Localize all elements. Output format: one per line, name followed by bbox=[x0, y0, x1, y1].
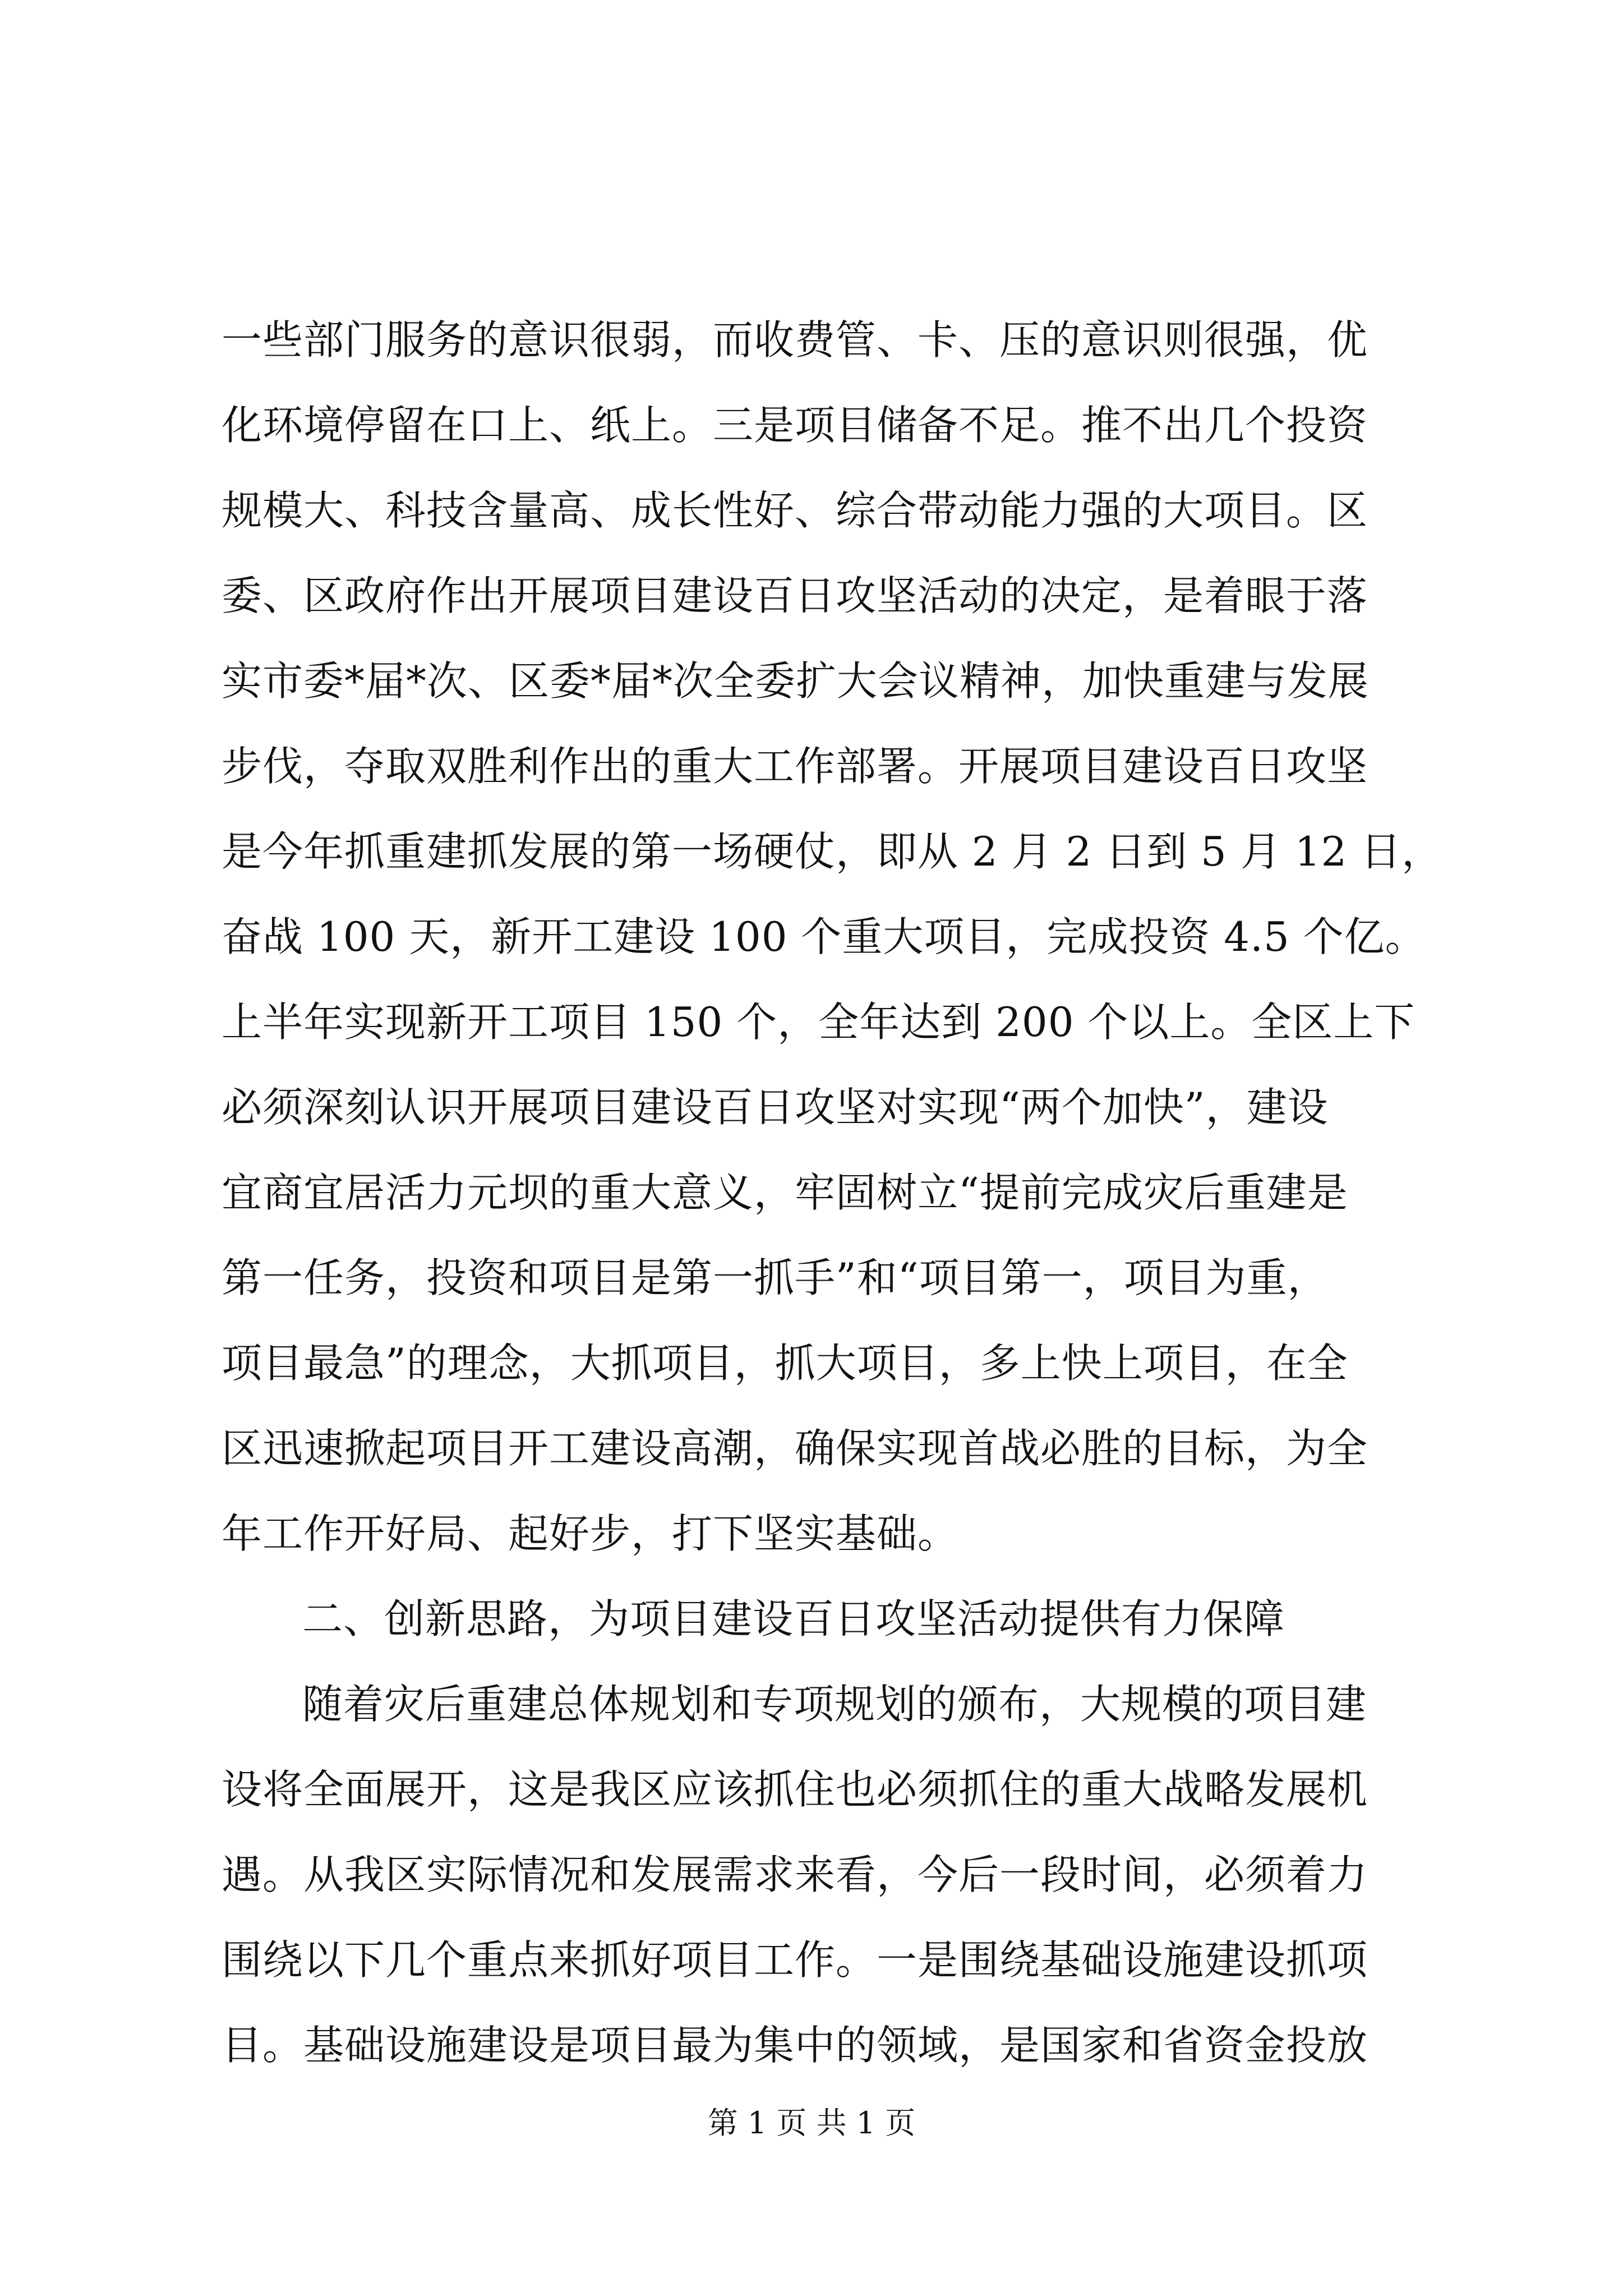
paragraph-line: 围绕以下几个重点来抓好项目工作。一是围绕基础设施建设抓项 bbox=[222, 1936, 1368, 1984]
paragraph-line: 步伐，夺取双胜利作出的重大工作部署。开展项目建设百日攻坚 bbox=[222, 743, 1368, 790]
paragraph-line: 宜商宜居活力元坝的重大意义，牢固树立“提前完成灾后重建是 bbox=[222, 1169, 1348, 1216]
paragraph-line: 一些部门服务的意识很弱，而收费管、卡、压的意识则很强，优 bbox=[222, 316, 1368, 364]
paragraph-line: 随着灾后重建总体规划和专项规划的颁布，大规模的项目建 bbox=[302, 1681, 1367, 1728]
paragraph-line: 第一任务，投资和项目是第一抓手”和“项目第一，项目为重， bbox=[222, 1254, 1329, 1301]
paragraph-line: 目。基础设施建设是项目最为集中的领域，是国家和省资金投放 bbox=[222, 2022, 1368, 2069]
document-body bbox=[222, 297, 1443, 2088]
paragraph-line: 委、区政府作出开展项目建设百日攻坚活动的决定，是着眼于落 bbox=[222, 572, 1368, 619]
paragraph-line: 奋战 100 天，新开工建设 100 个重大项目，完成投资 4.5 个亿。 bbox=[222, 913, 1426, 960]
paragraph-line: 必须深刻认识开展项目建设百日攻坚对实现“两个加快”，建设 bbox=[222, 1084, 1329, 1131]
paragraph-line: 实市委*届*次、区委*届*次全委扩大会议精神，加快重建与发展 bbox=[222, 657, 1370, 705]
paragraph-line: 设将全面展开，这是我区应该抓住也必须抓住的重大战略发展机 bbox=[222, 1766, 1368, 1813]
page-number: 第 1 页 共 1 页 bbox=[707, 2105, 916, 2141]
paragraph-line: 遇。从我区实际情况和发展需求来看，今后一段时间，必须着力 bbox=[222, 1851, 1368, 1898]
paragraph-line: 是今年抓重建抓发展的第一场硬仗，即从 2 月 2 日到 5 月 12 日， bbox=[222, 828, 1443, 875]
paragraph-line: 化环境停留在口上、纸上。三是项目储备不足。推不出几个投资 bbox=[222, 402, 1368, 449]
page-footer bbox=[0, 2101, 1623, 2146]
section-heading: 二、创新思路，为项目建设百日攻坚活动提供有力保障 bbox=[302, 1595, 1285, 1642]
paragraph-line: 项目最急”的理念，大抓项目，抓大项目，多上快上项目，在全 bbox=[222, 1340, 1348, 1387]
paragraph-line: 规模大、科技含量高、成长性好、综合带动能力强的大项目。区 bbox=[222, 487, 1368, 534]
paragraph-line: 年工作开好局、起好步，打下坚实基础。 bbox=[222, 1510, 959, 1557]
paragraph-line: 上半年实现新开工项目 150 个，全年达到 200 个以上。全区上下 bbox=[222, 999, 1415, 1046]
paragraph-line: 区迅速掀起项目开工建设高潮，确保实现首战必胜的目标，为全 bbox=[222, 1425, 1368, 1472]
